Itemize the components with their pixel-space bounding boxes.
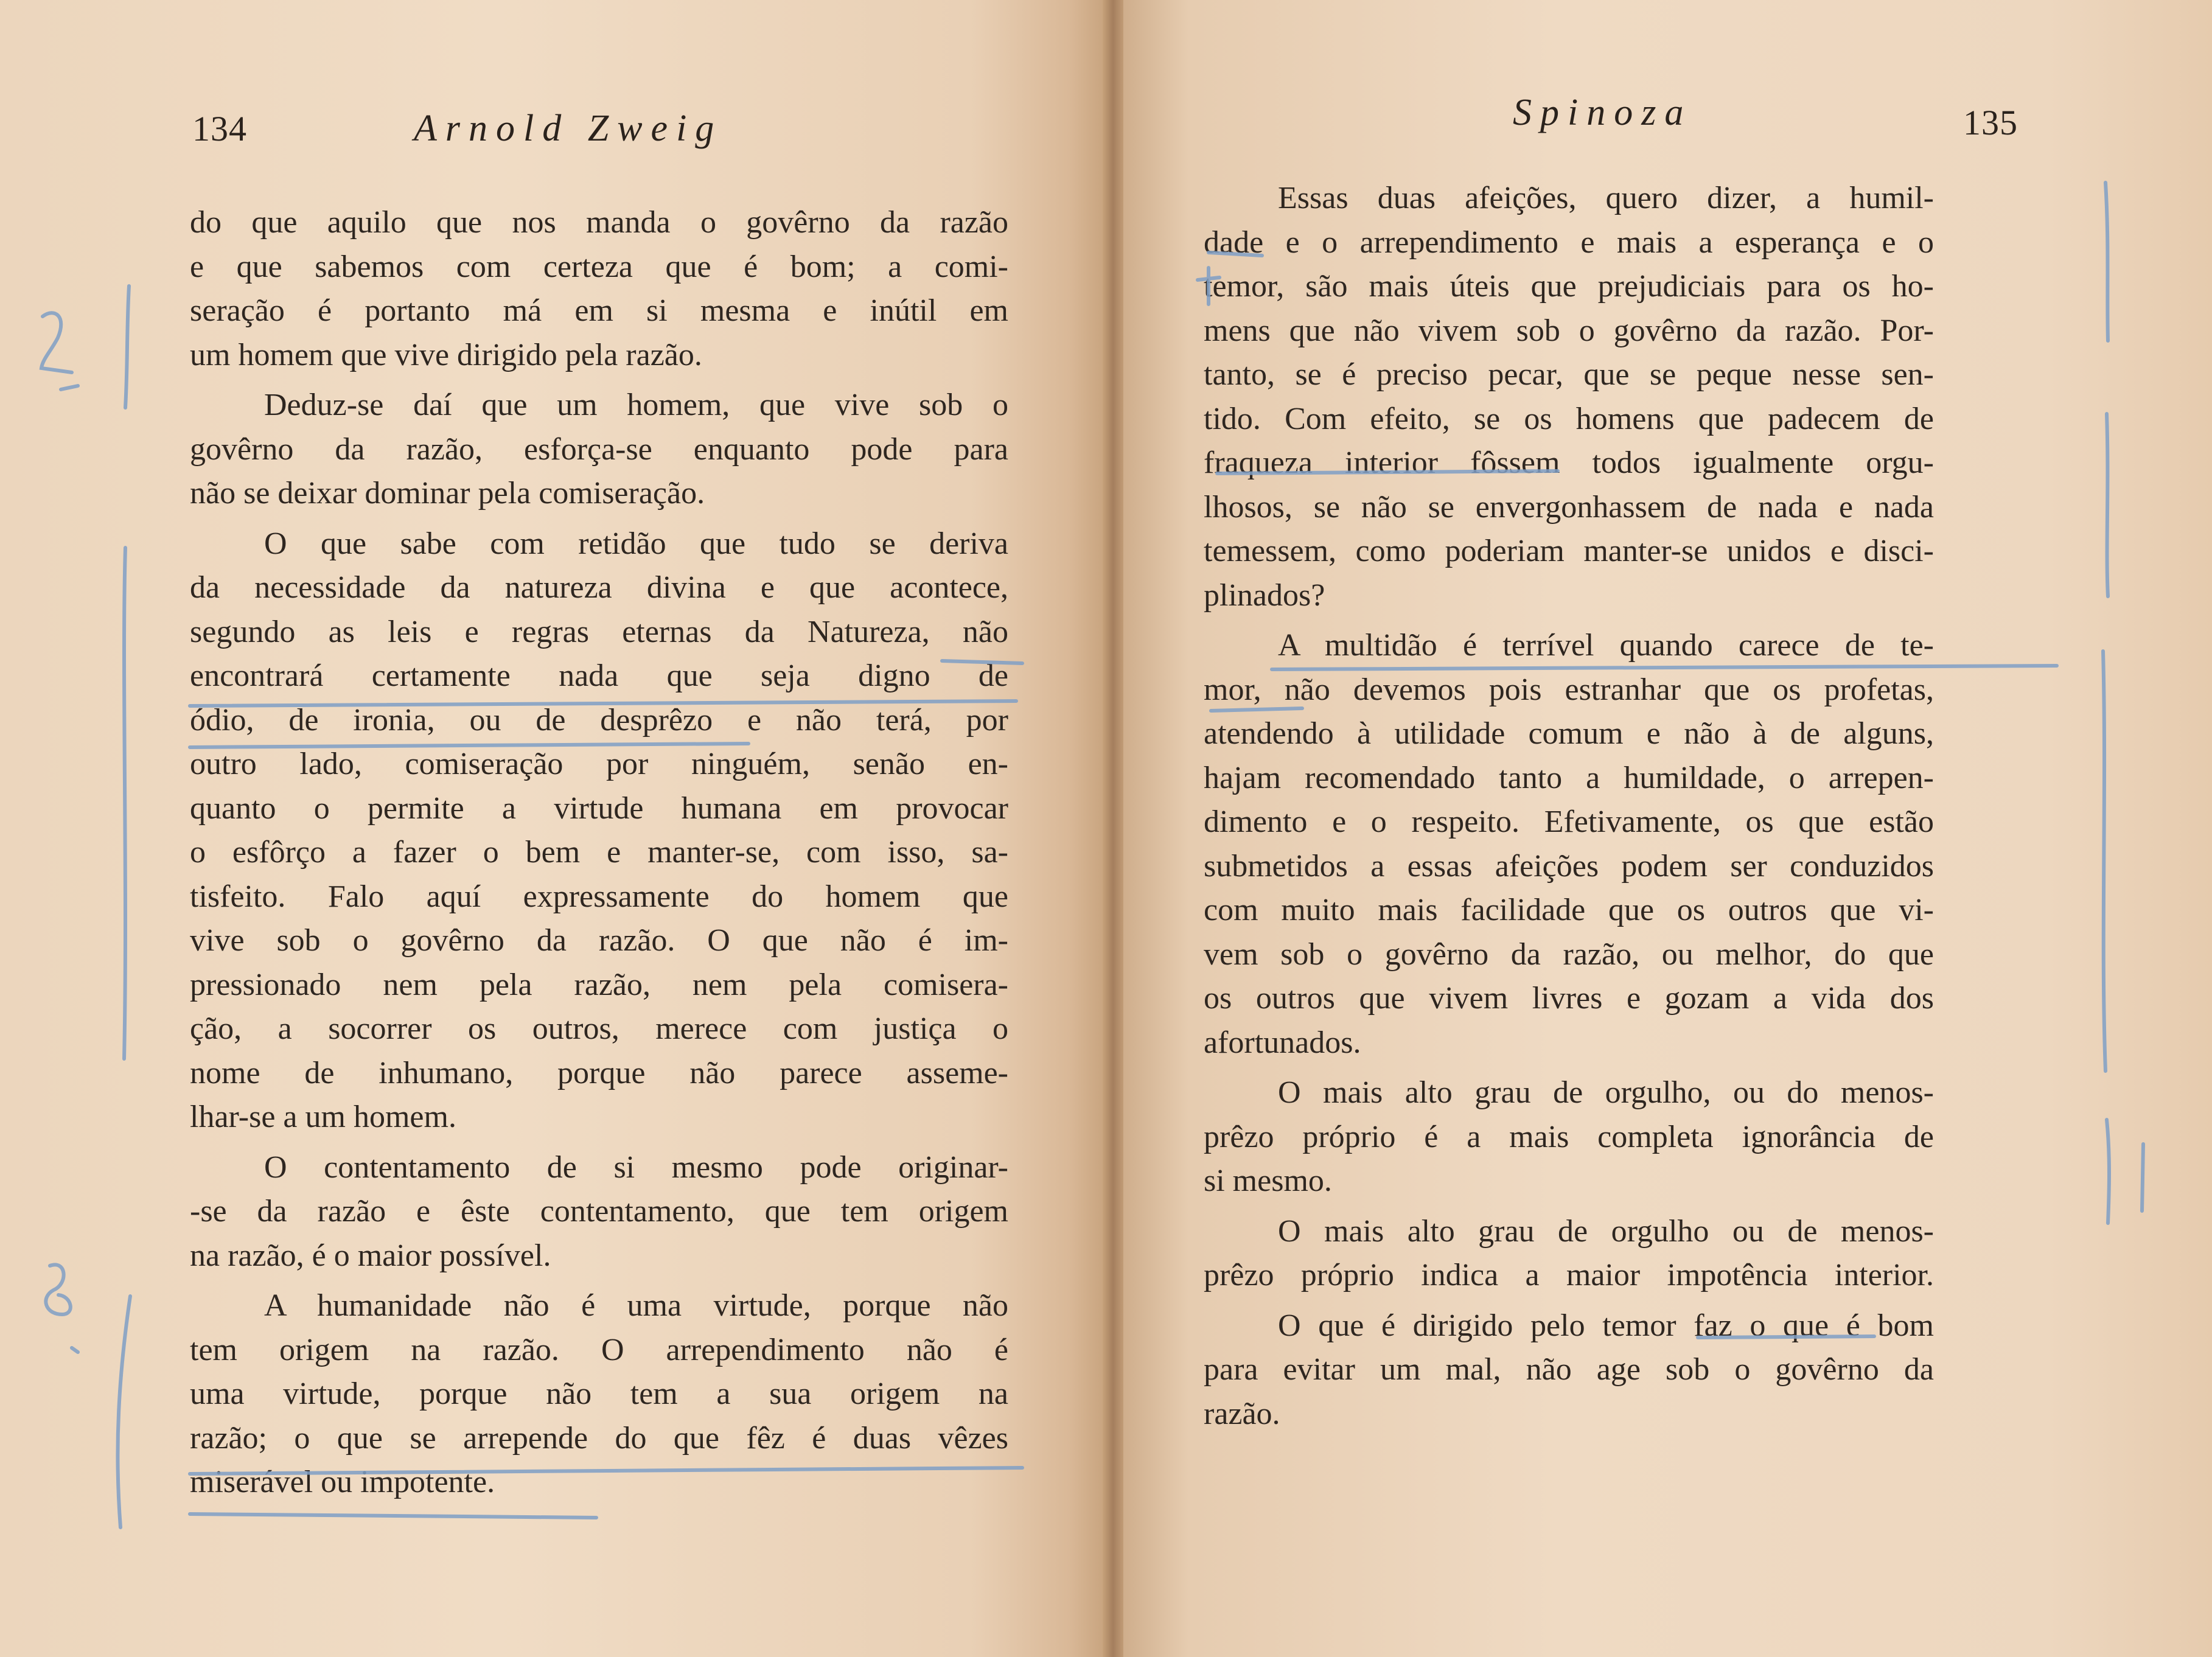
text-line: O contentamento de si mesmo pode originar- [264, 1149, 1008, 1185]
text-line: seração é portanto má em si mesma e inútil em [190, 293, 1008, 328]
text-line: encontrará certamente nada que seja digno de [190, 658, 1008, 693]
text-line: O que sabe com retidão que tudo se deriva [264, 526, 1008, 561]
right-page [1123, 0, 2212, 1657]
text-line: razão; o que se arrepende do que fêz é duas vêzes [190, 1420, 1008, 1456]
text-line: -se da razão e êste contentamento, que tem origem [190, 1194, 1008, 1229]
text-line: tanto, se é preciso pecar, que se peque nesse sen- [1204, 357, 1934, 392]
text-line: afortunados. [1204, 1025, 1361, 1060]
right-page-text [1204, 176, 1934, 1436]
text-line: tido. Com efeito, se os homens que padecem de [1204, 401, 1934, 436]
left-running-title: Arnold Zweig [414, 108, 723, 149]
text-line: lhosos, se não se envergonhassem de nada e nada [1204, 489, 1934, 525]
text-line: tisfeito. Falo aquí expressamente do homem que [190, 879, 1008, 914]
text-line: com muito mais facilidade que os outros que vi- [1204, 893, 1934, 927]
text-line: não se deixar dominar pela comiseração. [190, 476, 705, 511]
text-line: O mais alto grau de orgulho, ou do menos- [1278, 1075, 1934, 1110]
left-page-text [190, 201, 1008, 1505]
text-line: nome de inhumano, porque não parece asseme- [190, 1055, 1008, 1090]
text-line: govêrno da razão, esforça-se enquanto pode para [190, 431, 1008, 467]
text-line: na razão, é o maior possível. [190, 1238, 551, 1273]
text-line: o esfôrço a fazer o bem e manter-se, com isso, sa- [190, 835, 1008, 870]
text-line: os outros que vivem livres e gozam a vida dos [1204, 981, 1934, 1016]
text-line: si mesmo. [1204, 1163, 1332, 1198]
text-line: da necessidade da natureza divina e que acontece, [190, 570, 1008, 605]
text-line: hajam recomendado tanto a humildade, o arrepen- [1204, 760, 1934, 795]
text-line: prêzo próprio indica a maior impotência interior. [1204, 1258, 1934, 1292]
text-line: prêzo próprio é a mais completa ignorância de [1204, 1119, 1934, 1154]
right-page-number: 135 [1963, 103, 2018, 142]
text-line: atendendo à utilidade comum e não à de alguns, [1204, 716, 1934, 751]
text-line: razão. [1204, 1396, 1280, 1431]
text-line: segundo as leis e regras eternas da Natureza, não [190, 614, 1008, 649]
text-line: dimento e o respeito. Efetivamente, os que estão [1204, 804, 1934, 839]
text-line: vive sob o govêrno da razão. O que não é im- [190, 923, 1008, 958]
text-line: quanto o permite a virtude humana em provocar [190, 790, 1008, 826]
text-line: temessem, como poderiam manter-se unidos e disci- [1204, 534, 1934, 568]
text-line: tem origem na razão. O arrependimento não é [190, 1332, 1008, 1367]
text-line: lhar-se a um homem. [190, 1100, 456, 1134]
text-line: A multidão é terrível quando carece de te- [1278, 628, 1934, 663]
text-line: A humanidade não é uma virtude, porque não [264, 1288, 1008, 1323]
text-line: plinados? [1204, 577, 1325, 613]
text-line: um homem que vive dirigido pela razão. [190, 337, 702, 372]
text-line: e que sabemos com certeza que é bom; a comi- [190, 249, 1008, 284]
text-line: O mais alto grau de orgulho ou de menos- [1278, 1213, 1934, 1249]
text-line: fraqueza interior fôssem todos igualmente orgu- [1204, 445, 1934, 480]
text-line: uma virtude, porque não tem a sua origem na [190, 1376, 1008, 1411]
text-line: submetidos a essas afeições podem ser conduzidos [1204, 848, 1934, 884]
text-line: pressionado nem pela razão, nem pela comisera- [190, 967, 1008, 1002]
left-page-number: 134 [192, 109, 247, 148]
text-line: ódio, de ironia, ou de desprêzo e não terá, por [190, 702, 1008, 738]
text-line: para evitar um mal, não age sob o govêrno da [1204, 1352, 1934, 1387]
text-line: vem sob o govêrno da razão, ou melhor, do que [1204, 937, 1934, 972]
text-line: outro lado, comiseração por ninguém, senão en- [190, 747, 1008, 781]
text-line: temor, são mais úteis que prejudiciais para os ho- [1204, 269, 1934, 304]
text-line: mor, não devemos pois estranhar que os profetas, [1204, 672, 1934, 707]
text-line: Deduz-se daí que um homem, que vive sob o [264, 388, 1008, 422]
text-line: ção, a socorrer os outros, merece com justiça o [190, 1011, 1008, 1046]
text-line: do que aquilo que nos manda o govêrno da razão [190, 205, 1008, 240]
text-line: dade e o arrependimento e mais a esperança e o [1204, 225, 1934, 260]
text-line: O que é dirigido pelo temor faz o que é bom [1278, 1308, 1934, 1343]
text-line: Essas duas afeições, quero dizer, a humil- [1278, 181, 1934, 215]
text-line: mens que não vivem sob o govêrno da razão. Por- [1204, 313, 1934, 348]
left-page [0, 0, 1103, 1657]
text-line: miserável ou impotente. [190, 1465, 495, 1499]
right-running-title: Spinoza [1513, 92, 1692, 133]
book-gutter [1103, 0, 1123, 1657]
